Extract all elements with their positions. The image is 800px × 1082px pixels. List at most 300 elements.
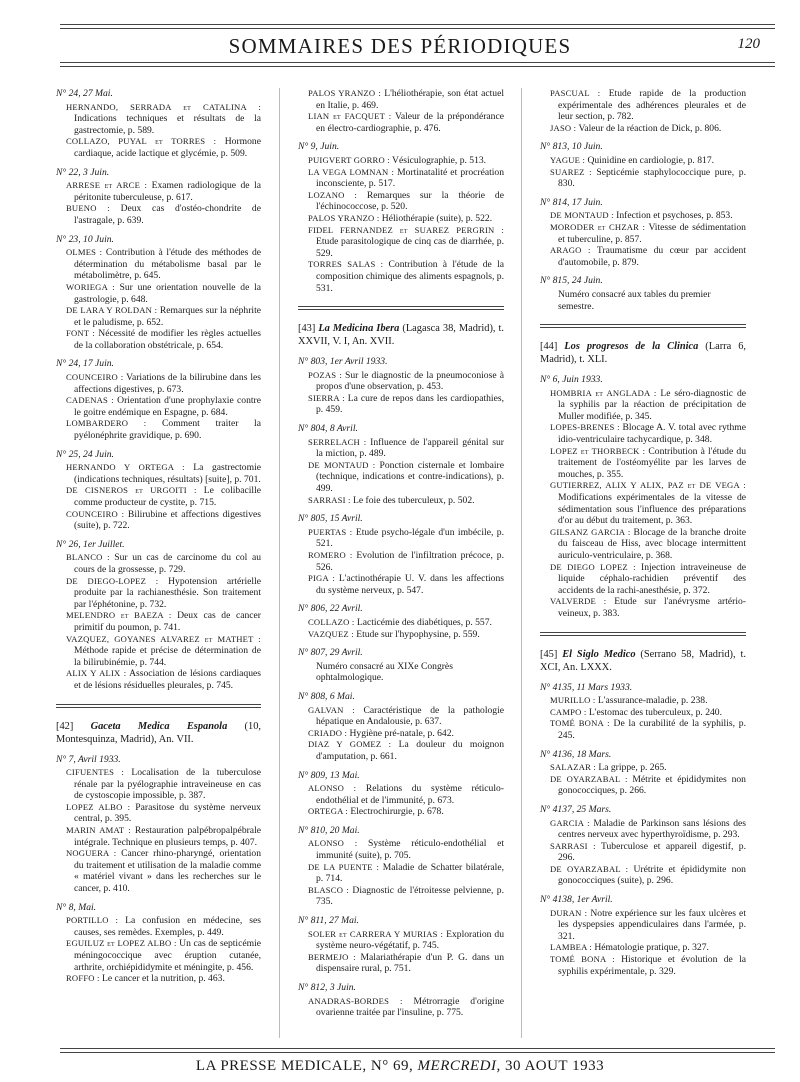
article-entry xyxy=(298,190,504,213)
article-entry xyxy=(298,111,504,134)
article-entry xyxy=(56,462,261,485)
article-entry xyxy=(298,862,504,885)
article-entry xyxy=(56,973,261,985)
article-title: Cancer rhino-pharyngé, orientation du traitement et utilisation de la maladie comme « matériel vivant » dans les recherches sur le cancer, p. 410. xyxy=(74,848,261,895)
article-authors: DURAN : xyxy=(550,907,588,918)
issue-heading: N° 7, Avril 1933. xyxy=(56,753,121,765)
article-entry xyxy=(540,596,746,619)
article-authors: PUIGVERT GORRO : xyxy=(308,154,390,165)
article-authors: HERNANDO Y ORTEGA : xyxy=(66,462,185,473)
article-entry xyxy=(56,305,261,328)
issue-heading: N° 9, Juin. xyxy=(298,141,340,153)
article-entry xyxy=(298,573,504,596)
article-authors: JASO : xyxy=(550,122,577,133)
article-entry xyxy=(56,668,261,691)
article-title: Contribution à l'étude du traitement de l'ostéomyélite par les larves de mouches, p. 355. xyxy=(558,445,747,480)
article-title: Mortinatalité et procréation inconsciente, p. 517. xyxy=(316,166,505,190)
article-authors: DE DIEGO-LOPEZ : xyxy=(66,575,159,586)
article-entry xyxy=(540,818,746,841)
article-entry xyxy=(56,102,261,137)
article-authors: ANADRAS-BORDES : xyxy=(308,995,403,1006)
article-title: Examen radiologique de la péritonite tuberculeuse, p. 617. xyxy=(74,180,261,203)
article-entry xyxy=(540,446,746,481)
article-title: Lacticémie des diabétiques, p. 557. xyxy=(354,616,492,628)
issue-heading: N° 6, Juin 1933. xyxy=(540,374,603,386)
article-authors: SUAREZ : xyxy=(550,166,592,177)
article-entry xyxy=(540,527,746,562)
article-authors: SALAZAR : xyxy=(550,762,596,773)
article-authors: TORRES SALAS : xyxy=(308,259,384,270)
journal-separator xyxy=(56,704,261,708)
issue-heading: N° 811, 27 Mai. xyxy=(298,915,359,927)
article-authors: GUTIERREZ, ALIX Y ALIX, PAZ et DE VEGA : xyxy=(550,480,746,491)
article-title: Valeur de la réaction de Dick, p. 806. xyxy=(576,122,722,134)
column-2 xyxy=(298,88,504,1019)
article-authors: GILSANZ GARCIA : xyxy=(550,526,631,537)
journal-heading xyxy=(298,322,504,348)
article-title: Blocage A. V. total avec rythme idio-ventriculaire tachycardique, p. 348. xyxy=(558,422,746,446)
article-title: Ponction cisternale et lombaire (technique, indications et contre-indications), p. 499. xyxy=(316,459,504,495)
article-title: Evolution de l'infiltration précoce, p. 526. xyxy=(316,550,504,573)
article-entry xyxy=(298,996,504,1019)
article-entry xyxy=(56,485,261,508)
article-authors: OLMES : xyxy=(66,247,103,258)
article-title: Association de lésions cardiaques et de lésions résiduelles pleurales, p. 745. xyxy=(74,668,261,691)
journal-details: (10, Montesquinza, Madrid), An. VII. xyxy=(56,720,261,745)
article-authors: SARRASI : xyxy=(308,494,351,505)
article-entry xyxy=(540,774,746,797)
article-title: Un cas de septicémie méningococcique avec éruption cutanée, arthrite, orchiépididymite et méningite, p. 456. xyxy=(74,938,261,973)
article-title: Injection intraveineuse de liquide céphalo-rachidien préventif des accidents de la rachi-anesthésie, p. 372. xyxy=(558,561,747,596)
article-authors: DE MONTAUD : xyxy=(550,210,614,221)
article-title: Maladie de Parkinson sans lésions des centres nerveux avec hyperthyroïdisme, p. 293. xyxy=(558,817,746,841)
footer-day: MERCREDI, xyxy=(417,1058,501,1074)
article-title: Comment traiter la pyélonéphrite gravidique, p. 690. xyxy=(74,418,261,442)
article-title: Tuberculose et appareil digestif, p. 296. xyxy=(558,840,746,864)
column-3 xyxy=(540,88,746,977)
article-entry xyxy=(56,610,261,633)
article-title: Sur un cas de carcinome du col au cours de la grossesse, p. 729. xyxy=(74,552,262,575)
article-entry xyxy=(298,167,504,190)
article-authors: GALVAN : xyxy=(308,704,355,715)
article-title: Traumatisme du cœur par accident d'automobile, p. 879. xyxy=(558,245,747,268)
footer-journal: LA PRESSE MEDICALE, N° 69, xyxy=(195,1058,418,1074)
footer-rule xyxy=(60,1048,775,1053)
issue-heading: N° 26, 1er Juillet. xyxy=(56,538,125,550)
issue-heading: N° 814, 17 Juin. xyxy=(540,196,603,208)
article-authors: YAGUE : xyxy=(550,154,586,165)
article-title: Contribution à l'étude des méthodes de détermination du métabolisme basal par le métabolimètre, p. 645. xyxy=(74,247,262,282)
article-entry xyxy=(298,527,504,550)
article-authors: CAMPO : xyxy=(550,706,587,717)
article-authors: ROMERO : xyxy=(308,550,353,560)
column-divider xyxy=(279,88,280,1038)
article-entry xyxy=(540,123,746,135)
article-entry xyxy=(298,370,504,393)
article-authors: LOMBARDERO : xyxy=(66,418,147,429)
article-title: Hématologie pratique, p. 327. xyxy=(591,942,709,954)
issue-heading: N° 815, 24 Juin. xyxy=(540,275,603,287)
article-title: L'actinothérapie U. V. dans les affections du système nerveux, p. 547. xyxy=(316,573,504,596)
article-authors: FONT : xyxy=(66,328,95,339)
article-authors: PIGA : xyxy=(308,573,335,584)
article-entry xyxy=(56,180,261,203)
article-authors: DIAZ Y GOMEZ : xyxy=(308,739,392,750)
article-title: Localisation de la tuberculose rénale par la pyélographie intraveineuse en cas de cystoscopie impossible, p. 387. xyxy=(74,767,261,802)
article-entry xyxy=(540,695,746,707)
article-authors: GARCIA : xyxy=(550,817,590,828)
article-authors: ORTEGA : xyxy=(308,806,348,817)
article-entry xyxy=(540,388,746,423)
article-authors: LOZANO : xyxy=(308,189,357,200)
issue-heading: N° 809, 13 Mai. xyxy=(298,769,360,781)
issue-heading: N° 805, 15 Avril. xyxy=(298,513,363,525)
article-title: Etude rapide de la production expérimentale des adhérences pleurales et de leur section, p. 782. xyxy=(558,88,746,123)
article-title: Bilirubine et affections digestives (suite), p. 722. xyxy=(74,508,261,532)
article-entry xyxy=(298,739,504,762)
article-authors: DE CISNEROS et URGOITI : xyxy=(66,485,197,496)
article-title: Parasitose du système nerveux central, p. 395. xyxy=(74,801,261,825)
article-authors: BUENO : xyxy=(66,203,110,214)
journal-details: (Serrano 58, Madrid), t. XCI, An. LXXX. xyxy=(540,648,746,673)
article-title: Deux cas de cancer primitif du poumon, p. 741. xyxy=(74,610,261,633)
article-authors: CADENAS : xyxy=(66,395,114,406)
journal-name: La Medicina Ibera xyxy=(318,323,400,335)
article-authors: WORIEGA : xyxy=(66,281,115,292)
article-title: La grippe, p. 265. xyxy=(595,762,667,774)
article-title: L'héliothérapie, son état actuel en Italie, p. 469. xyxy=(316,88,504,111)
article-entry xyxy=(540,562,746,597)
article-entry xyxy=(56,848,261,894)
article-title: Urétrite et épididymite non gonococciques (suite), p. 296. xyxy=(558,863,746,887)
page-title: SOMMAIRES DES PÉRIODIQUES xyxy=(228,34,572,58)
article-title: L'estomac des tuberculeux, p. 240. xyxy=(586,706,722,718)
journal-separator xyxy=(540,324,746,328)
article-title: Hormone cardiaque, acide lactique et glycémie, p. 509. xyxy=(74,136,261,159)
article-authors: COUNCEIRO : xyxy=(66,372,124,383)
article-entry xyxy=(298,783,504,806)
journal-heading xyxy=(540,340,746,366)
article-authors: SARRASI : xyxy=(550,840,596,851)
journal-number: [43] xyxy=(298,323,319,335)
article-entry xyxy=(540,954,746,977)
journal-name: Gaceta Medica Espanola xyxy=(90,720,228,732)
article-title: L'assurance-maladie, p. 238. xyxy=(595,695,708,707)
article-entry xyxy=(56,282,261,305)
issue-note: Numéro consacré aux tables du premier semestre. xyxy=(558,288,711,312)
article-entry xyxy=(56,576,261,611)
article-entry xyxy=(540,210,746,222)
article-authors: ARAGO : xyxy=(550,245,591,256)
article-authors: LOPEZ et THORBECK : xyxy=(550,445,646,456)
article-entry xyxy=(540,762,746,774)
article-authors: LOPEZ ALBO : xyxy=(66,801,131,812)
article-entry xyxy=(298,213,504,225)
article-authors: POZAS : xyxy=(308,369,342,380)
article-authors: COLLAZO : xyxy=(308,616,355,627)
article-entry xyxy=(540,88,746,123)
article-authors: ALONSO : xyxy=(308,783,357,794)
article-title: La confusion en médecine, ses causes, ses remèdes. Exemples, p. 449. xyxy=(74,915,261,938)
article-entry xyxy=(298,225,504,260)
article-entry xyxy=(298,393,504,416)
article-title: Infection et psychoses, p. 853. xyxy=(613,210,733,222)
article-title: De la curabilité de la syphilis, p. 245. xyxy=(558,718,746,741)
article-title: Historique et évolution de la syphilis expérimentale, p. 329. xyxy=(558,954,747,977)
page-number: 120 xyxy=(737,36,760,52)
issue-heading: N° 813, 10 Juin. xyxy=(540,141,603,153)
article-entry xyxy=(540,480,746,526)
article-entry xyxy=(540,908,746,943)
article-title: Modifications expérimentales de la vitesse de sédimentation sous l'influence des préparations d'or au début du traitement, p. 363. xyxy=(558,492,746,527)
article-authors: DE DIEGO LOPEZ : xyxy=(550,561,636,572)
article-title: Métrorragie d'origine ovarienne traitée par l'insuline, p. 775. xyxy=(316,995,504,1019)
article-title: Valeur de la prépondérance en électro-cardiographie, p. 476. xyxy=(316,111,504,134)
article-title: Le foie des tuberculeux, p. 502. xyxy=(350,494,475,506)
article-authors: ALONSO : xyxy=(308,838,358,849)
issue-note: Numéro consacré au XIXe Congrès ophtalmologique. xyxy=(316,660,453,684)
article-authors: MELENDRO et BAEZA : xyxy=(66,610,172,621)
article-entry xyxy=(298,437,504,460)
article-entry xyxy=(298,952,504,975)
article-title: Héliothérapie (suite), p. 522. xyxy=(379,212,493,224)
article-authors: CRIADO : xyxy=(308,727,348,738)
issue-heading: N° 812, 3 Juin. xyxy=(298,982,356,993)
article-authors: ALIX Y ALIX : xyxy=(66,668,127,679)
journal-number: [45] xyxy=(540,648,563,660)
article-authors: HERNANDO, SERRADA et CATALINA : xyxy=(66,101,261,112)
article-title: Electrochirurgie, p. 678. xyxy=(348,806,444,818)
article-authors: ROFFO : xyxy=(66,973,100,984)
issue-heading: N° 8, Mai. xyxy=(56,901,97,913)
article-title: Indications techniques et résultats de la gastrectomie, p. 589. xyxy=(74,113,261,136)
article-entry xyxy=(56,203,261,226)
article-authors: COUNCEIRO : xyxy=(66,508,125,519)
article-title: Sur une orientation nouvelle de la gastrologie, p. 648. xyxy=(74,281,261,305)
footer-date: 30 AOUT 1933 xyxy=(500,1058,605,1074)
article-entry xyxy=(540,718,746,741)
article-authors: PALOS YRANZO : xyxy=(308,88,382,98)
article-title: Relations du système réticulo-endothélial et de l'immunité, p. 673. xyxy=(316,783,504,806)
header-bottom-rule xyxy=(60,62,775,67)
issue-heading: N° 4136, 18 Mars. xyxy=(540,748,612,760)
article-entry xyxy=(56,372,261,395)
journal-number: [42] xyxy=(56,720,91,732)
article-title: Restauration palpébropalpébrale intégrale. Technique en plusieurs temps, p. 407. xyxy=(74,825,261,848)
article-entry xyxy=(540,167,746,190)
column-divider xyxy=(521,88,522,1038)
article-entry xyxy=(56,802,261,825)
article-authors: FIDEL FERNANDEZ et SUAREZ PERGRIN : xyxy=(308,224,504,235)
article-authors: TOMÉ BONA : xyxy=(550,718,610,729)
article-authors: BLANCO : xyxy=(66,552,110,563)
article-authors: COLLAZO, PUYAL et TORRES : xyxy=(66,136,217,147)
article-entry xyxy=(540,864,746,887)
article-title: Vitesse de sédimentation et tuberculine, p. 857. xyxy=(558,221,746,245)
article-authors: LIAN et FACQUET : xyxy=(308,111,392,122)
issue-heading: N° 4137, 25 Mars. xyxy=(540,803,612,815)
article-entry xyxy=(298,88,504,111)
article-title: Diagnostic de l'étroitesse pelvienne, p. 735. xyxy=(316,884,504,908)
article-title: La cure de repos dans les cardiopathies, p. 459. xyxy=(316,392,504,416)
issue-heading: N° 23, 10 Juin. xyxy=(56,233,114,245)
article-entry xyxy=(298,495,504,507)
article-entry xyxy=(298,550,504,573)
issue-heading: N° 24, 27 Mai. xyxy=(56,88,113,99)
article-title: Système réticulo-endothélial et immunité (suite), p. 705. xyxy=(316,838,504,862)
page-footer xyxy=(0,1058,800,1075)
article-entry xyxy=(298,838,504,861)
article-entry xyxy=(56,767,261,802)
article-authors: MURILLO : xyxy=(550,695,596,706)
article-title: Influence de l'appareil génital sur la miction, p. 489. xyxy=(316,436,504,460)
article-title: Le cancer et la nutrition, p. 463. xyxy=(99,973,225,985)
article-title: Deux cas d'ostéo-chondrite de l'astragale, p. 639. xyxy=(74,203,261,226)
article-entry xyxy=(540,155,746,167)
article-entry xyxy=(56,915,261,938)
issue-heading: N° 804, 8 Avril. xyxy=(298,423,358,435)
article-authors: PASCUAL : xyxy=(550,88,601,98)
issue-heading: N° 808, 6 Mai. xyxy=(298,690,355,702)
article-entry xyxy=(56,328,261,351)
article-authors: ARRESE et ARCE : xyxy=(66,180,148,191)
article-title: Remarques sur la néphrite et le paludisme, p. 652. xyxy=(74,305,261,328)
issue-heading: N° 25, 24 Juin. xyxy=(56,448,114,460)
article-authors: PUERTAS : xyxy=(308,526,353,537)
article-authors: LA VEGA LOMNAN : xyxy=(308,166,395,177)
article-title: Caractéristique de la pathologie hépatique en Andalousie, p. 637. xyxy=(316,704,504,728)
article-entry xyxy=(540,245,746,268)
article-entry xyxy=(56,825,261,848)
article-title: Septicémie staphylococcique pure, p. 830. xyxy=(558,166,746,190)
issue-heading: N° 806, 22 Avril. xyxy=(298,603,363,615)
article-title: La douleur du moignon d'amputation, p. 661. xyxy=(316,739,504,762)
article-title: Blocage de la branche droite du faisceau de Hiss, avec blocage intermittent auriculo-ventriculaire, p. 368. xyxy=(558,526,746,561)
article-authors: TOMÉ BONA : xyxy=(550,954,615,965)
article-authors: MARIN AMAT : xyxy=(66,825,131,836)
article-authors: NOGUERA : xyxy=(66,848,117,859)
article-authors: LOPES-BRENES : xyxy=(550,422,620,433)
article-title: Contribution à l'étude de la composition chimique des aliments espagnols, p. 531. xyxy=(316,259,505,294)
article-title: Orientation d'une prophylaxie contre le goitre endémique en Espagne, p. 684. xyxy=(74,395,261,418)
article-title: Notre expérience sur les faux ulcères et les dyspepsies appendiculaires dans l'armée, p. 321. xyxy=(558,907,746,942)
issue-heading: N° 4135, 11 Mars 1933. xyxy=(540,681,633,693)
article-entry xyxy=(56,395,261,418)
article-entry xyxy=(540,942,746,954)
article-title: Sur le diagnostic de la pneumoconiose à propos d'une observation, p. 453. xyxy=(316,369,504,393)
article-authors: CIFUENTES : xyxy=(66,767,124,778)
article-entry xyxy=(540,707,746,719)
article-entry xyxy=(540,422,746,445)
article-entry xyxy=(56,509,261,532)
journal-separator xyxy=(298,306,504,310)
article-title: Etude parasitologique de cinq cas de diarrhée, p. 529. xyxy=(316,236,504,259)
article-entry xyxy=(56,634,261,669)
article-title: Maladie de Schatter bilatérale, p. 714. xyxy=(316,861,504,885)
article-title: Vésiculographie, p. 513. xyxy=(389,154,487,166)
article-authors: DE OYARZABAL : xyxy=(550,863,629,874)
article-entry xyxy=(298,885,504,908)
article-entry xyxy=(56,938,261,973)
article-title: Etude sur l'anévrysme artério-veineux, p. 383. xyxy=(558,596,747,619)
journal-number: [44] xyxy=(540,341,565,353)
article-authors: BLASCO : xyxy=(308,884,350,895)
article-entry xyxy=(298,806,504,818)
article-authors: PORTILLO : xyxy=(66,915,119,926)
article-authors: VAZQUEZ, GOYANES ALVAREZ et MATHET : xyxy=(66,633,261,644)
issue-heading: N° 22, 3 Juin. xyxy=(56,166,110,178)
article-title: Remarques sur la théorie de l'échinococcose, p. 520. xyxy=(316,189,504,213)
issue-heading: N° 810, 20 Mai. xyxy=(298,824,360,836)
article-title: Hygiène pré-natale, p. 642. xyxy=(347,727,454,739)
article-entry xyxy=(298,705,504,728)
article-title: La gastrectomie (indications techniques, résultats) [suite], p. 701. xyxy=(74,462,261,485)
article-title: Malariathérapie d'un P. G. dans un dispensaire rural, p. 751. xyxy=(316,951,504,975)
article-entry xyxy=(298,155,504,167)
article-authors: EGUILUZ et LOPEZ ALBO : xyxy=(66,938,177,949)
article-authors: BERMEJO : xyxy=(308,951,356,962)
article-entry xyxy=(298,259,504,294)
article-entry xyxy=(298,728,504,740)
article-title: Variations de la bilirubine dans les affections digestives, p. 673. xyxy=(74,372,262,395)
article-authors: DE OYARZABAL : xyxy=(550,773,628,784)
journal-details: (Larra 6, Madrid), t. XLI. xyxy=(540,341,746,366)
article-title: Quinidine en cardiologie, p. 817. xyxy=(585,154,715,166)
article-title: Le séro-diagnostic de la syphilis par la réaction de précipitation de Muller modifiée, p. 345. xyxy=(558,387,747,422)
article-authors: SOLER et CARRERA Y MURIAS : xyxy=(308,928,444,939)
journal-details: (Lagasca 38, Madrid), t. XXVII, V. I, An. XVII. xyxy=(298,323,504,348)
article-authors: LAMBEA : xyxy=(550,942,592,953)
journal-heading xyxy=(56,720,261,746)
article-title: Le colibacille comme producteur de cystite, p. 715. xyxy=(74,485,261,508)
column-1 xyxy=(56,88,261,985)
article-entry xyxy=(56,418,261,441)
article-title: Exploration du système neuro-végétatif, p. 745. xyxy=(316,928,505,952)
issue-heading: N° 803, 1er Avril 1933. xyxy=(298,356,388,368)
article-authors: HOMBRIA et ANGLADA : xyxy=(550,387,657,398)
article-title: Hypotension artérielle produite par la rachianesthésie. Son traitement par l'éphétonine, p. 732. xyxy=(74,575,261,610)
article-authors: PALOS YRANZO : xyxy=(308,212,380,223)
issue-heading: N° 4138, 1er Avril. xyxy=(540,894,613,906)
article-entry xyxy=(298,617,504,629)
issue-heading: N° 24, 17 Juin. xyxy=(56,358,114,370)
article-authors: DE LARA Y ROLDAN : xyxy=(66,305,158,316)
journal-name: El Siglo Medico xyxy=(562,648,636,660)
article-entry xyxy=(56,247,261,282)
article-entry xyxy=(540,222,746,245)
header-top-rule xyxy=(60,24,775,29)
journal-separator xyxy=(540,632,746,636)
issue-heading: N° 807, 29 Avril. xyxy=(298,647,363,659)
article-title: Méthode rapide et précise de détermination de la bilirubinémie, p. 744. xyxy=(74,645,261,668)
article-entry xyxy=(298,629,504,641)
article-authors: VALVERDE : xyxy=(550,596,607,607)
article-entry xyxy=(298,929,504,952)
article-title: Nécessité de modifier les règles actuelles de la collaboration obstétricale, p. 654. xyxy=(74,328,261,351)
article-entry xyxy=(56,552,261,575)
article-authors: MORODER et CHZAR : xyxy=(550,221,646,232)
article-title: Métrite et épididymites non gonococciques, p. 266. xyxy=(558,773,746,797)
journal-name: Los progresos de la Clinica xyxy=(564,341,699,353)
article-authors: VAZQUEZ : xyxy=(308,628,354,639)
article-title: Etude sur l'hypophysine, p. 559. xyxy=(353,628,480,640)
article-authors: DE MONTAUD : xyxy=(308,459,376,470)
article-authors: SERRELACH : xyxy=(308,436,367,447)
article-entry xyxy=(540,841,746,864)
article-title: Etude psycho-légale d'un imbécile, p. 521. xyxy=(316,526,505,550)
article-entry xyxy=(298,460,504,495)
journal-heading xyxy=(540,648,746,674)
